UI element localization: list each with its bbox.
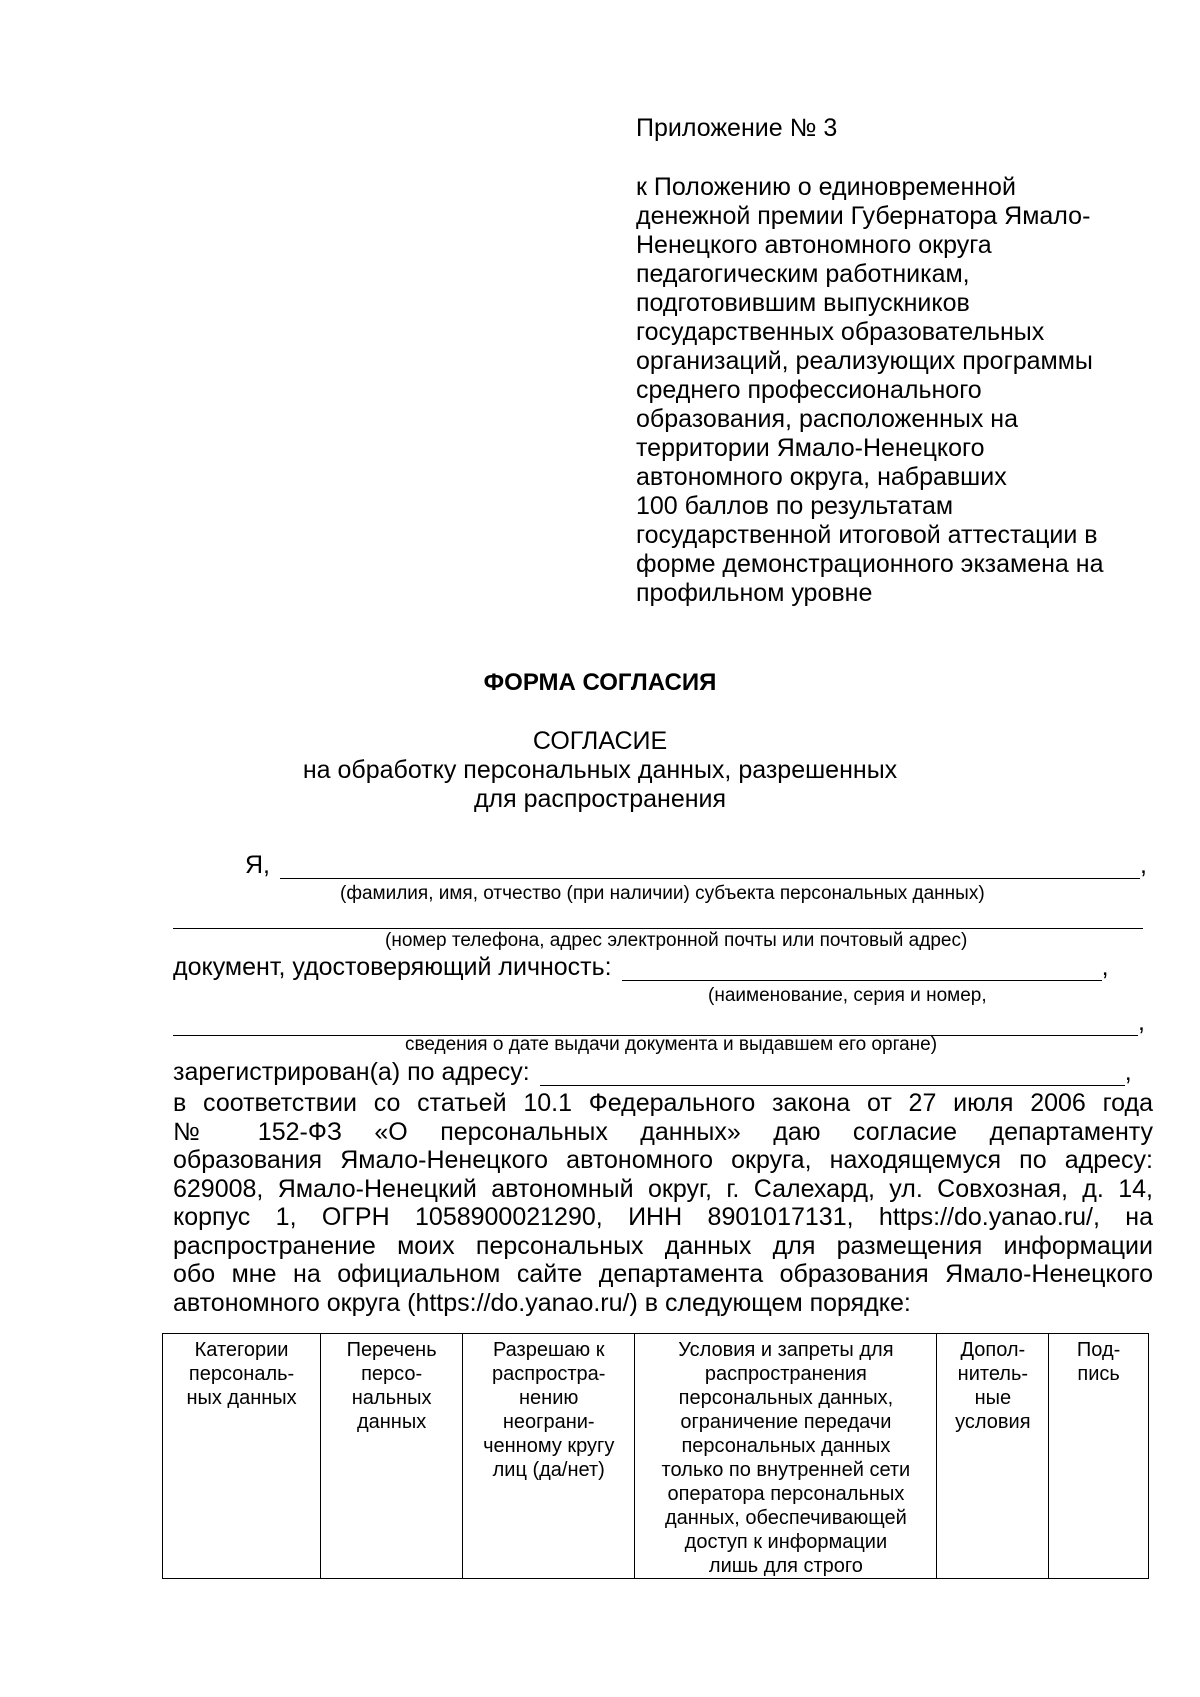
paragraph-line: в соответствии со статьей 10.1 Федерального закона от 27 июля 2006 года [173, 1089, 1153, 1117]
i-label: Я, [245, 851, 270, 879]
header-text: Перечень [346, 1339, 437, 1361]
document-hint: (наименование, серия и номер, [708, 985, 987, 1006]
document-row [173, 953, 1158, 981]
header-text: данных [356, 1411, 427, 1433]
header-text: лиц (да/нет) [492, 1459, 605, 1481]
contact-hint: (номер телефона, адрес электронной почты или почтовый адрес) [385, 930, 968, 951]
appendix-line: государственной итоговой аттестации в [636, 521, 1098, 549]
header-text: оператора персональных [667, 1483, 905, 1505]
header-text: нальных [351, 1387, 432, 1409]
header-conditions [635, 1334, 937, 1579]
header-text: нению [519, 1387, 579, 1409]
header-text: ные [974, 1387, 1012, 1409]
fio-field[interactable] [280, 854, 1140, 879]
header-text: ных данных [186, 1387, 297, 1409]
consent-heading [0, 727, 1200, 814]
header-text: Допол- [960, 1339, 1026, 1361]
consent-paragraph [173, 1089, 1153, 1317]
appendix-line: образования, расположенных на [636, 405, 1018, 433]
appendix-line: организаций, реализующих программы [636, 347, 1093, 375]
appendix-line: 100 баллов по результатам [636, 492, 954, 520]
consent-subtitle: на обработку персональных данных, разрешенных [302, 756, 898, 784]
appendix-line: к Положению о единовременной [636, 173, 1016, 201]
header-text: Условия и запреты для [678, 1339, 894, 1361]
header-text: неограни- [502, 1411, 595, 1433]
header-permission [463, 1334, 635, 1579]
header-text: персональ- [188, 1363, 295, 1385]
header-text: распростра- [492, 1363, 606, 1385]
appendix-reference [636, 173, 1156, 608]
header-text: персо- [361, 1363, 423, 1385]
header-text: условия [955, 1411, 1031, 1433]
fio-hint: (фамилия, имя, отчество (при наличии) субъекта персональных данных) [340, 883, 985, 904]
consent-subtitle: для распространения [473, 785, 727, 813]
header-text: пись [1077, 1363, 1120, 1385]
appendix-number: Приложение № 3 [636, 114, 838, 142]
header-text: Разрешаю к [492, 1339, 605, 1361]
appendix-line: денежной премии Губернатора Ямало- [636, 202, 1091, 230]
header-text: нитель- [957, 1363, 1029, 1385]
consent-title: СОГЛАСИЕ [532, 727, 668, 755]
paragraph-line: 629008, Ямало-Ненецкий автономный округ, г. Салехард, ул. Совхозная, д. 14, [173, 1174, 1153, 1203]
contact-field[interactable] [173, 904, 1143, 929]
form-title: ФОРМА СОГЛАСИЯ [483, 669, 717, 696]
paragraph-line: корпус 1, ОГРН 1058900021290, ИНН 8901017131, https://do.yanao.ru/, на [173, 1203, 1153, 1231]
header-additional [937, 1334, 1049, 1579]
appendix-line: форме демонстрационного экзамена на [636, 550, 1104, 578]
document-field[interactable] [622, 956, 1102, 981]
registration-field[interactable] [540, 1061, 1125, 1086]
header-text: данных, обеспечивающей [665, 1507, 907, 1529]
appendix-line: автономного округа, набравших [636, 463, 1007, 491]
header-text: лишь для строго [708, 1555, 863, 1577]
header-text: персональных данных, [678, 1387, 894, 1409]
registration-label: зарегистрирован(а) по адресу: [173, 1058, 530, 1086]
header-text: персональных данных [681, 1435, 891, 1457]
header-text: только по внутренней сети [661, 1459, 911, 1481]
header-text: Под- [1076, 1339, 1121, 1361]
comma: , [1140, 851, 1147, 879]
header-text: доступ к информации [684, 1531, 888, 1553]
header-text: Категории [194, 1339, 289, 1361]
paragraph-line: автономного округа (https://do.yanao.ru/) в следующем порядке: [173, 1288, 911, 1317]
paragraph-line: обо мне на официальном сайте департамента образования Ямало-Ненецкого [173, 1260, 1153, 1288]
table-header-row [163, 1334, 1149, 1579]
header-text: ограничение передачи [680, 1411, 892, 1433]
appendix-block [636, 114, 1156, 608]
header-categories [163, 1334, 321, 1579]
issue-hint: сведения о дате выдачи документа и выдавшем его органе) [405, 1034, 938, 1055]
appendix-line: Ненецкого автономного округа [636, 231, 992, 259]
consent-table [162, 1333, 1149, 1579]
appendix-line: подготовившим выпускников [636, 289, 970, 317]
appendix-line: педагогическим работникам, [636, 260, 970, 288]
comma: , [1101, 953, 1109, 981]
header-list [321, 1334, 463, 1579]
appendix-line: профильном уровне [636, 579, 873, 607]
header-signature [1049, 1334, 1149, 1579]
paragraph-line: распространение моих персональных данных для размещения информации [173, 1231, 1153, 1260]
issue-row [173, 1008, 1158, 1036]
registration-row [173, 1058, 1158, 1086]
issue-field[interactable] [173, 1011, 1138, 1036]
document-label: документ, удостоверяющий личность: [173, 953, 612, 981]
appendix-line: государственных образовательных [636, 318, 1045, 346]
paragraph-line: № 152-ФЗ «О персональных данных» даю согласие департаменту [173, 1117, 1153, 1146]
header-text: ченному кругу [483, 1435, 615, 1457]
appendix-line: среднего профессионального [636, 376, 982, 404]
header-text: распространения [704, 1363, 867, 1385]
fio-row [173, 851, 1158, 879]
appendix-line: территории Ямало-Ненецкого [636, 434, 985, 462]
comma: , [1138, 1008, 1145, 1036]
comma: , [1124, 1058, 1132, 1086]
paragraph-line: образования Ямало-Ненецкого автономного округа, находящемуся по адресу: [173, 1146, 1153, 1174]
